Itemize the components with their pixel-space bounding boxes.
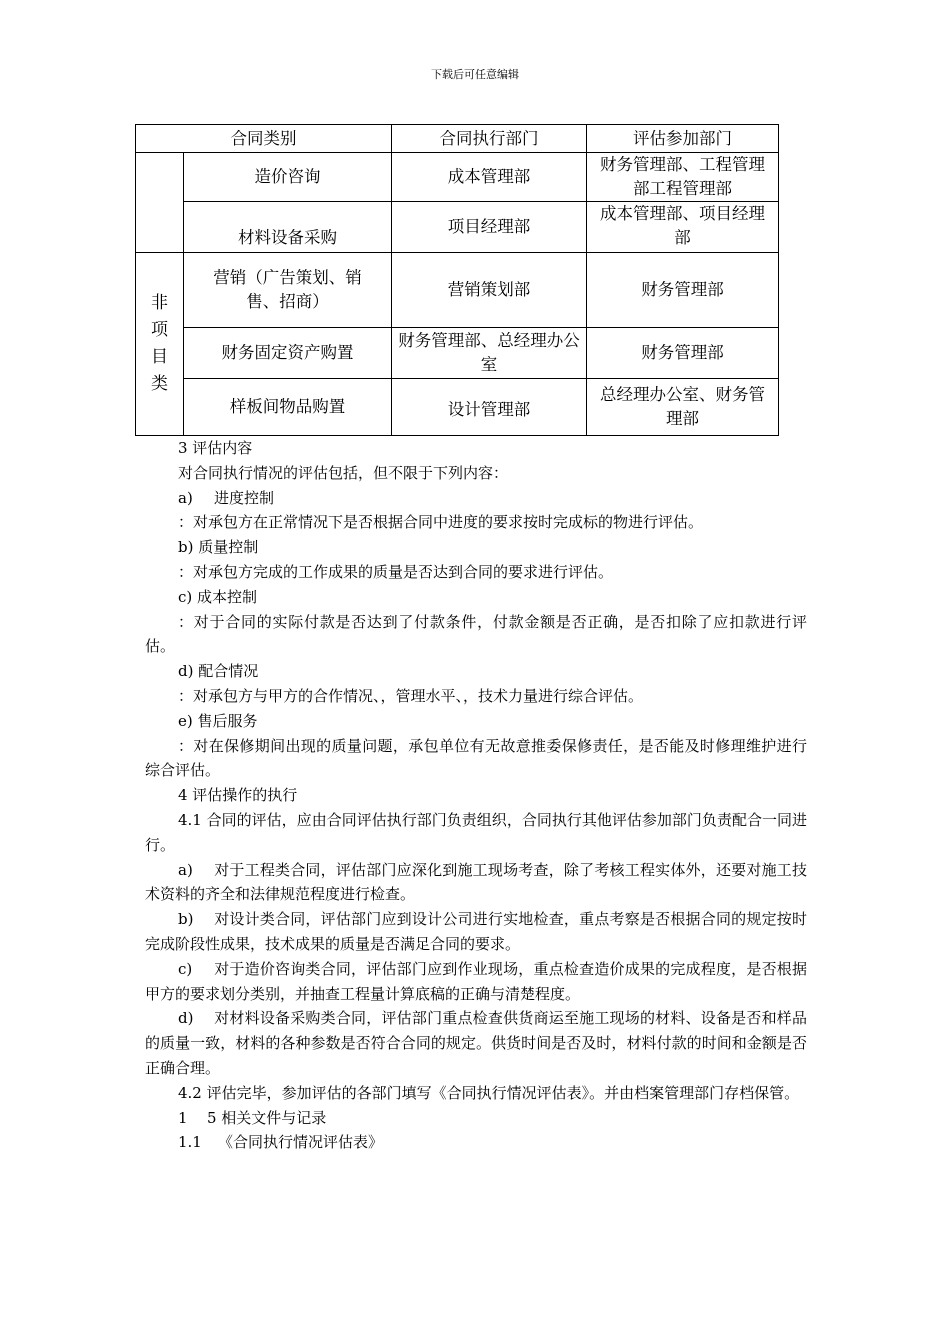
table-row (136, 379, 779, 436)
section-4-1-c-text: 对于造价咨询类合同，评估部门应到作业现场，重点检查造价成果的完成程度，是否根据甲方的要求划分类别，并抽查工程量计算底稿的正确与清楚程度。 (145, 959, 807, 1003)
group-label: 非项目类 (151, 293, 168, 394)
section-4-1-c (145, 957, 807, 1007)
header-category: 合同类别 (136, 125, 392, 153)
eval-dept-cell: 财务管理部、工程管理部工程管理部 (587, 153, 779, 202)
eval-dept-cell: 财务管理部 (587, 253, 779, 328)
item-b-text: ：对承包方完成的工作成果的质量是否达到合同的要求进行评估。 (178, 562, 614, 581)
item-a-text: ：对承包方在正常情况下是否根据合同中进度的要求按时完成标的物进行评估。 (178, 513, 704, 532)
section-5-heading: 5 相关文件与记录 (207, 1108, 327, 1127)
section-5-1-title: 《合同执行情况评估表》 (218, 1133, 384, 1152)
section-4-1-d-label: d) (178, 1009, 194, 1028)
section-5-num: 1 (178, 1108, 188, 1127)
category-cell: 样板间物品购置 (184, 379, 392, 436)
category-cell: 材料设备采购 (184, 202, 392, 253)
section-4-1-a (145, 858, 807, 908)
section-4-1-b-label: b) (178, 910, 194, 929)
contract-table (135, 124, 779, 436)
exec-dept-cell: 财务管理部、总经理办公室 (392, 328, 587, 379)
section-4-title: 4 评估操作的执行 (178, 786, 298, 805)
item-a-heading: 进度控制 (214, 488, 275, 507)
document-body (145, 436, 807, 1155)
table-row (136, 153, 779, 202)
page-header: 下载后可任意编辑 (431, 68, 519, 81)
table-header-row (136, 125, 779, 153)
item-e-title: e) 售后服务 (178, 711, 258, 730)
category-cell: 造价咨询 (184, 153, 392, 202)
item-c-title: c) 成本控制 (178, 587, 258, 606)
section-5-1-num: 1.1 (178, 1133, 202, 1152)
exec-dept-cell: 成本管理部 (392, 153, 587, 202)
item-d-title: d) 配合情况 (178, 662, 259, 681)
item-c-text: ：对于合同的实际付款是否达到了付款条件，付款金额是否正确，是否扣除了应扣款进行评估。 (145, 612, 807, 656)
empty-group-cell (136, 153, 184, 253)
eval-dept-cell: 财务管理部 (587, 328, 779, 379)
eval-dept-cell: 成本管理部、项目经理部 (587, 202, 779, 253)
exec-dept-cell: 设计管理部 (392, 379, 587, 436)
section-4-1-d (145, 1006, 807, 1080)
section-4-1-d-text: 对材料设备采购类合同，评估部门重点检查供货商运至施工现场的材料、设备是否和样品的质量一致，材料的各种参数是否符合合同的规定。供货时间是否及时，材料付款的时间和金额是否正确合理。 (145, 1009, 807, 1077)
table-row (136, 253, 779, 328)
section-4-1-a-label: a) (178, 860, 193, 879)
group-label-cell (136, 253, 184, 436)
item-a-label: a) (178, 488, 193, 507)
section-5-1 (145, 1130, 807, 1155)
section-5-title (145, 1106, 807, 1131)
item-b-title: b) 质量控制 (178, 538, 259, 557)
item-e-text: ：对在保修期间出现的质量问题，承包单位有无故意推委保修责任，是否能及时修理维护进行综合评估。 (145, 736, 807, 780)
table-row (136, 202, 779, 253)
section-3-title: 3 评估内容 (178, 439, 253, 457)
section-4-1-c-label: c) (178, 959, 193, 978)
section-4-1-b-text: 对设计类合同，评估部门应到设计公司进行实地检查，重点考察是否根据合同的规定按时完成阶段性成果，技术成果的质量是否满足合同的要求。 (145, 910, 807, 953)
exec-dept-cell: 营销策划部 (392, 253, 587, 328)
section-4-1: 4.1 合同的评估，应由合同评估执行部门负责组织，合同执行其他评估参加部门负责配合一同进行。 (145, 810, 807, 854)
category-cell: 财务固定资产购置 (184, 328, 392, 379)
section-3-intro: 对合同执行情况的评估包括，但不限于下列内容： (178, 463, 509, 482)
table-row (136, 328, 779, 379)
eval-dept-cell: 总经理办公室、财务管理部 (587, 379, 779, 436)
section-4-1-a-text: 对于工程类合同，评估部门应深化到施工现场考查，除了考核工程实体外，还要对施工技术资料的齐全和法律规范程度进行检查。 (145, 860, 807, 904)
header-exec-dept: 合同执行部门 (392, 125, 587, 153)
exec-dept-cell: 项目经理部 (392, 202, 587, 253)
item-a-title (145, 486, 807, 511)
category-cell: 营销（广告策划、销售、招商） (184, 253, 392, 328)
section-4-1-b (145, 907, 807, 957)
item-d-text: ：对承包方与甲方的合作情况、，管理水平、，技术力量进行综合评估。 (178, 686, 644, 705)
header-eval-dept: 评估参加部门 (587, 125, 779, 153)
section-4-2: 4.2 评估完毕，参加评估的各部门填写《合同执行情况评估表》。并由档案管理部门存档保管。 (178, 1083, 800, 1102)
